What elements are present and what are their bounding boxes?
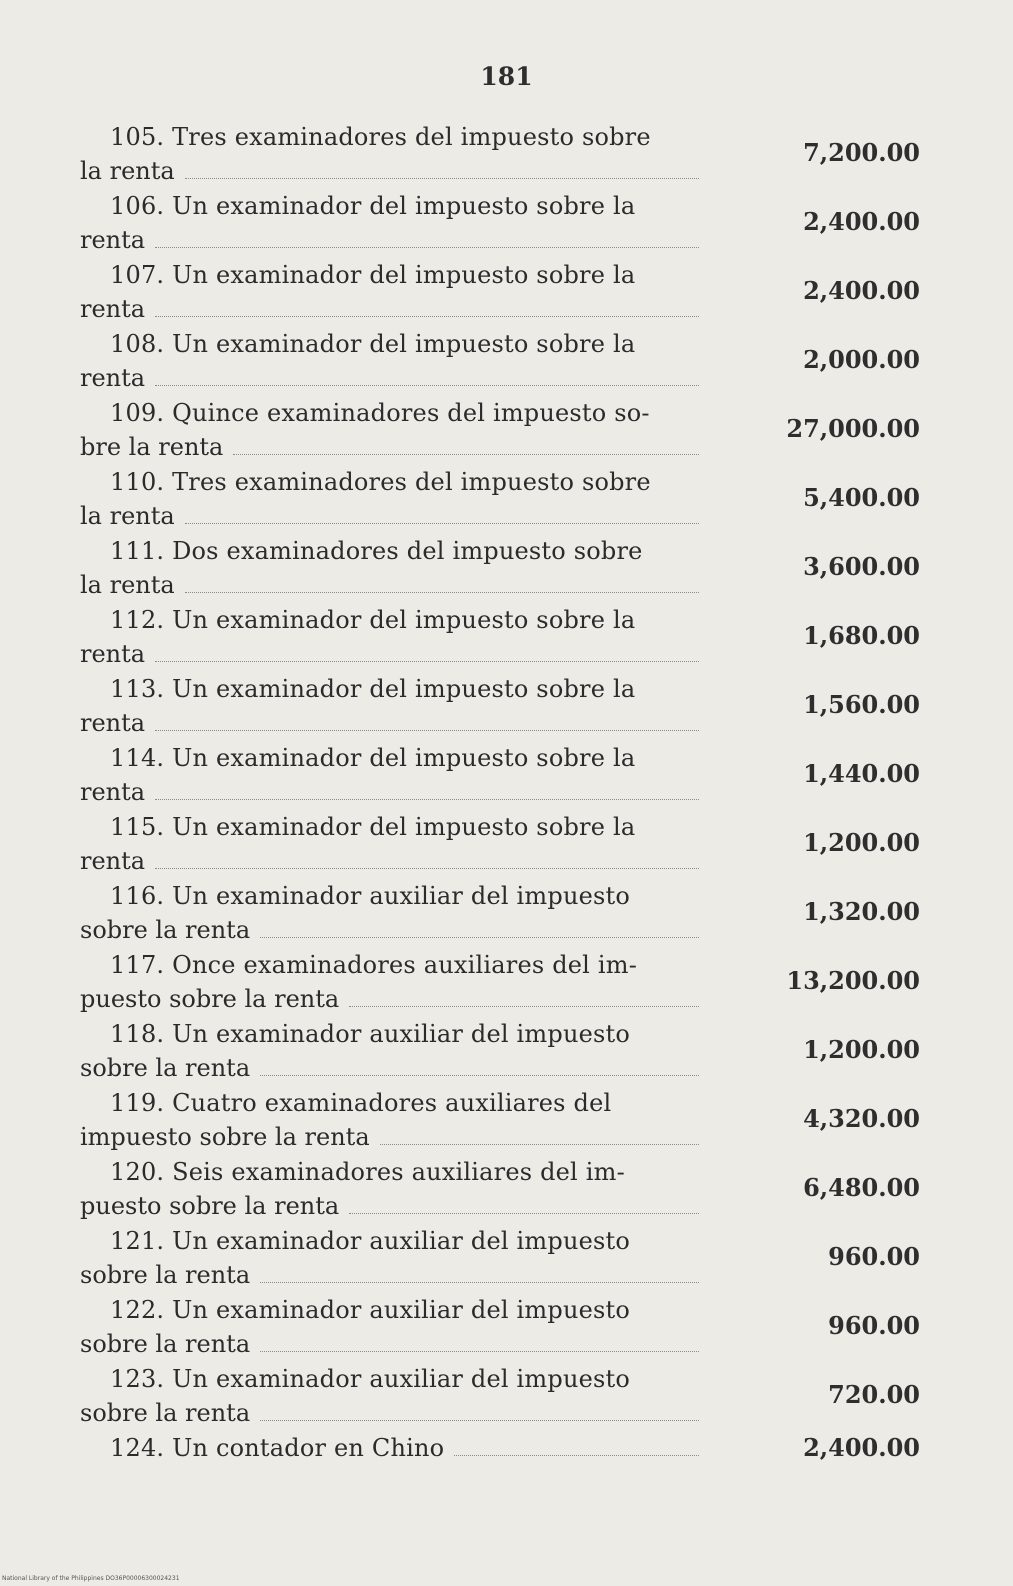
item-description-line1: 117. Once examinadores auxiliares del im- — [110, 951, 638, 979]
budget-item — [80, 672, 920, 741]
item-description-line1: 121. Un examinador auxiliar del impuesto — [110, 1227, 631, 1255]
item-description-line2-text: sobre la renta — [80, 916, 251, 944]
item-description-line2 — [80, 292, 705, 326]
dot-leader — [454, 1455, 699, 1456]
item-description-line1: 108. Un examinador del impuesto sobre la — [110, 330, 636, 358]
item-description-line2 — [80, 223, 705, 257]
budget-item — [80, 1224, 920, 1293]
dot-leader — [233, 454, 699, 455]
budget-item — [80, 327, 920, 396]
budget-item — [80, 741, 920, 810]
item-description-line2 — [80, 775, 705, 809]
budget-item — [80, 1362, 920, 1431]
item-description-line1: 114. Un examinador del impuesto sobre la — [110, 744, 636, 772]
library-footer-note: National Library of the Philippines DO36P00006300024231 — [2, 1575, 180, 1582]
item-description-line2 — [80, 982, 705, 1016]
budget-item — [80, 1293, 920, 1362]
item-description-line2 — [80, 706, 705, 740]
budget-item — [80, 258, 920, 327]
budget-item — [80, 189, 920, 258]
item-amount: 2,000.00 — [803, 345, 920, 374]
item-description-line1: 113. Un examinador del impuesto sobre la — [110, 675, 636, 703]
item-description-line2 — [80, 913, 705, 947]
item-description-line2-text: sobre la renta — [80, 1261, 251, 1289]
item-description-line1: 119. Cuatro examinadores auxiliares del — [110, 1089, 612, 1117]
dot-leader — [380, 1144, 699, 1145]
item-description-line2-text: renta — [80, 847, 146, 875]
item-amount: 1,200.00 — [803, 1035, 920, 1064]
budget-item — [80, 810, 920, 879]
item-description-line1: 110. Tres examinadores del impuesto sobre — [110, 468, 651, 496]
item-description-line2 — [80, 844, 705, 878]
item-amount: 3,600.00 — [803, 552, 920, 581]
dot-leader — [260, 1075, 699, 1076]
item-amount: 2,400.00 — [803, 207, 920, 236]
item-description-line2 — [80, 1051, 705, 1085]
item-description-line2-text: la renta — [80, 571, 175, 599]
item-description-line2 — [80, 1396, 705, 1430]
item-description-line1: 107. Un examinador del impuesto sobre la — [110, 261, 636, 289]
item-description-line1: 120. Seis examinadores auxiliares del im- — [110, 1158, 625, 1186]
item-description-line2 — [80, 637, 705, 671]
item-description-line2-text: impuesto sobre la renta — [80, 1123, 370, 1151]
item-amount: 5,400.00 — [803, 483, 920, 512]
item-amount: 27,000.00 — [786, 414, 920, 443]
item-amount: 1,440.00 — [803, 759, 920, 788]
dot-leader — [155, 316, 699, 317]
item-description-line2-text: bre la renta — [80, 433, 224, 461]
budget-item — [80, 1155, 920, 1224]
item-description-line1: 109. Quince examinadores del impuesto so- — [110, 399, 650, 427]
dot-leader — [260, 1282, 699, 1283]
dot-leader — [155, 247, 699, 248]
item-description-text: 124. Un contador en Chino — [110, 1434, 445, 1462]
item-description-line1: 105. Tres examinadores del impuesto sobre — [110, 123, 651, 151]
budget-item — [80, 603, 920, 672]
dot-leader — [155, 799, 699, 800]
item-description-line2 — [80, 1327, 705, 1361]
item-description-line2-text: renta — [80, 295, 146, 323]
budget-item — [80, 465, 920, 534]
item-amount: 720.00 — [828, 1380, 920, 1409]
item-description-line2-text: renta — [80, 640, 146, 668]
budget-item-last — [80, 1431, 920, 1500]
item-amount: 13,200.00 — [786, 966, 920, 995]
dot-leader — [260, 1420, 699, 1421]
item-amount: 960.00 — [828, 1311, 920, 1340]
budget-item — [80, 1017, 920, 1086]
item-description-line1: 112. Un examinador del impuesto sobre la — [110, 606, 636, 634]
dot-leader — [185, 178, 699, 179]
item-description-line1: 115. Un examinador del impuesto sobre la — [110, 813, 636, 841]
item-description-line2-text: sobre la renta — [80, 1054, 251, 1082]
budget-item — [80, 396, 920, 465]
item-description-line2 — [80, 1120, 705, 1154]
page-number: 181 — [480, 62, 533, 91]
item-description-line2-text: renta — [80, 778, 146, 806]
item-amount: 7,200.00 — [803, 138, 920, 167]
item-description-line2 — [80, 1189, 705, 1223]
item-description-line2 — [80, 499, 705, 533]
budget-item — [80, 1086, 920, 1155]
item-amount: 960.00 — [828, 1242, 920, 1271]
item-description-line1: 122. Un examinador auxiliar del impuesto — [110, 1296, 631, 1324]
item-description-line2-text: sobre la renta — [80, 1399, 251, 1427]
budget-item-list — [80, 120, 920, 1500]
budget-item — [80, 120, 920, 189]
budget-item — [80, 879, 920, 948]
item-description-line2 — [80, 568, 705, 602]
item-description-line2 — [80, 1258, 705, 1292]
item-amount: 1,320.00 — [803, 897, 920, 926]
item-description-line2 — [80, 154, 705, 188]
item-description-line1: 111. Dos examinadores del impuesto sobre — [110, 537, 643, 565]
item-description-line2-text: renta — [80, 364, 146, 392]
item-description-line1: 123. Un examinador auxiliar del impuesto — [110, 1365, 631, 1393]
item-amount: 2,400.00 — [803, 276, 920, 305]
dot-leader — [185, 592, 699, 593]
budget-item — [80, 534, 920, 603]
dot-leader — [349, 1213, 699, 1214]
dot-leader — [260, 937, 699, 938]
dot-leader — [260, 1351, 699, 1352]
item-description-line1: 118. Un examinador auxiliar del impuesto — [110, 1020, 631, 1048]
item-amount: 2,400.00 — [803, 1433, 920, 1462]
item-description-line2 — [80, 361, 705, 395]
item-description-line2-text: la renta — [80, 157, 175, 185]
dot-leader — [155, 661, 699, 662]
budget-item — [80, 948, 920, 1017]
item-amount: 6,480.00 — [803, 1173, 920, 1202]
item-description-line1: 106. Un examinador del impuesto sobre la — [110, 192, 636, 220]
item-description-line2-text: la renta — [80, 502, 175, 530]
dot-leader — [185, 523, 699, 524]
dot-leader — [155, 385, 699, 386]
item-amount: 1,200.00 — [803, 828, 920, 857]
item-amount: 4,320.00 — [803, 1104, 920, 1133]
item-description-line1 — [110, 1431, 705, 1465]
dot-leader — [349, 1006, 699, 1007]
item-description-line1: 116. Un examinador auxiliar del impuesto — [110, 882, 631, 910]
item-description-line2-text: renta — [80, 226, 146, 254]
item-description-line2 — [80, 430, 705, 464]
item-description-line2-text: renta — [80, 709, 146, 737]
item-amount: 1,560.00 — [803, 690, 920, 719]
item-description-line2-text: sobre la renta — [80, 1330, 251, 1358]
item-description-line2-text: puesto sobre la renta — [80, 1192, 340, 1220]
item-amount: 1,680.00 — [803, 621, 920, 650]
item-description-line2-text: puesto sobre la renta — [80, 985, 340, 1013]
dot-leader — [155, 868, 699, 869]
dot-leader — [155, 730, 699, 731]
